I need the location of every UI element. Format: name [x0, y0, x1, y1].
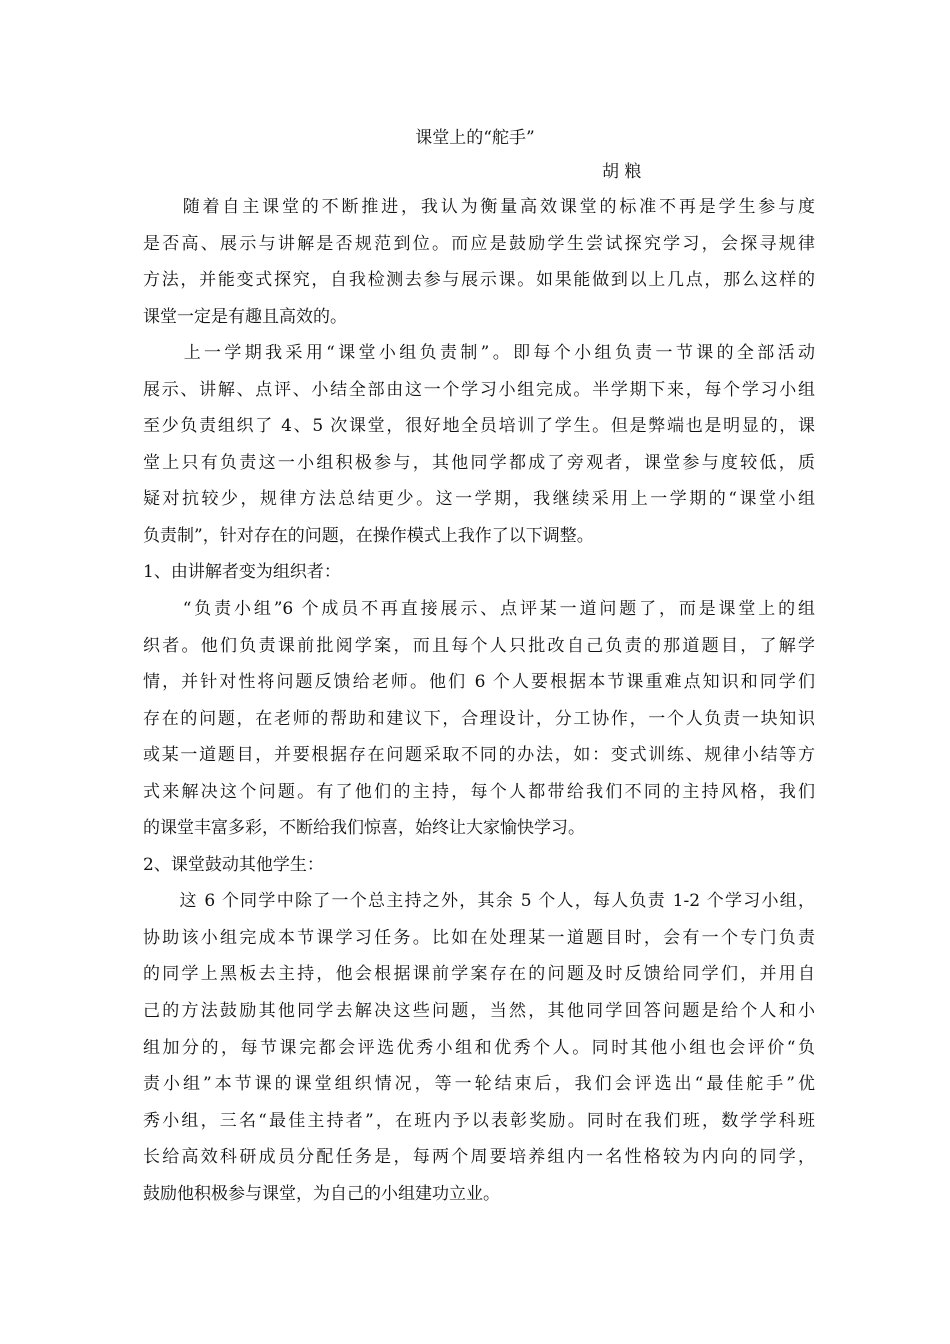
paragraph-line: 情，并针对性将问题反馈给老师。他们 6 个人要根据本节课重难点知识和同学们 [143, 672, 815, 693]
paragraph-line: 负责制”，针对存在的问题，在操作模式上我作了以下调整。 [143, 525, 594, 546]
paragraph-line: 随着自主课堂的不断推进，我认为衡量高效课堂的标准不再是学生参与度 [143, 197, 815, 217]
paragraph-line: 的同学上黑板去主持，他会根据课前学案存在的问题及时反馈给同学们，并用自 [143, 964, 815, 985]
paragraph-line: “负责小组”6 个成员不再直接展示、点评某一道问题了，而是课堂上的组 [143, 599, 815, 620]
paragraph-line: 方法，并能变式探究，自我检测去参与展示课。如果能做到以上几点，那么这样的 [143, 270, 815, 291]
paragraph-line: 式来解决这个问题。有了他们的主持，每个人都带给我们不同的主持风格，我们 [143, 781, 815, 802]
paragraph-line: 堂上只有负责这一小组积极参与，其他同学都成了旁观者，课堂参与度较低，质 [143, 452, 815, 473]
section-heading: 1、由讲解者变为组织者： [143, 562, 341, 583]
paragraph-line: 至少负责组织了 4、5 次课堂，很好地全员培训了学生。但是弊端也是明显的，课 [143, 416, 815, 437]
paragraph-line: 长给高效科研成员分配任务是，每两个周要培养组内一名性格较为内向的同学， [143, 1147, 815, 1168]
paragraph-line: 展示、讲解、点评、小结全部由这一个学习小组完成。半学期下来，每个学习小组 [143, 379, 815, 400]
paragraph-line: 织者。他们负责课前批阅学案，而且每个人只批改自己负责的那道题目，了解学 [143, 635, 815, 656]
paragraph-line: 协助该小组完成本节课学习任务。比如在处理某一道题目时，会有一个专门负责 [143, 927, 815, 948]
paragraph-line: 己的方法鼓励其他同学去解决这些问题，当然，其他同学回答问题是给个人和小 [143, 1001, 815, 1022]
paragraph-line: 组加分的，每节课完都会评选优秀小组和优秀个人。同时其他小组也会评价“负 [143, 1037, 815, 1058]
paragraph-line: 这 6 个同学中除了一个总主持之外，其余 5 个人，每人负责 1-2 个学习小组， [143, 891, 815, 912]
document-author: 胡 粮 [602, 162, 642, 182]
section-heading: 2、课堂鼓动其他学生： [143, 854, 324, 875]
paragraph-line: 鼓励他积极参与课堂，为自己的小组建功立业。 [143, 1183, 500, 1204]
document-body [143, 189, 815, 1212]
paragraph-line: 责小组”本节课的课堂组织情况，等一轮结束后，我们会评选出“最佳舵手”优 [143, 1074, 815, 1095]
paragraph-line: 的课堂丰富多彩，不断给我们惊喜，始终让大家愉快学习。 [143, 818, 585, 839]
paragraph-line: 课堂一定是有趣且高效的。 [143, 306, 347, 327]
paragraph-line: 或某一道题目，并要根据存在问题采取不同的办法，如：变式训练、规律小结等方 [143, 745, 815, 766]
paragraph-line: 秀小组，三名“最佳主持者”，在班内予以表彰奖励。同时在我们班，数学学科班 [143, 1110, 815, 1131]
paragraph-line: 疑对抗较少，规律方法总结更少。这一学期，我继续采用上一学期的“课堂小组 [143, 489, 815, 510]
document-title: 课堂上的“舵手” [415, 128, 535, 148]
paragraph-line: 存在的问题，在老师的帮助和建议下，合理设计，分工协作，一个人负责一块知识 [143, 708, 815, 729]
paragraph-line: 是否高、展示与讲解是否规范到位。而应是鼓励学生尝试探究学习，会探寻规律 [143, 233, 815, 254]
paragraph-line: 上一学期我采用“课堂小组负责制”。即每个小组负责一节课的全部活动 [143, 343, 815, 364]
